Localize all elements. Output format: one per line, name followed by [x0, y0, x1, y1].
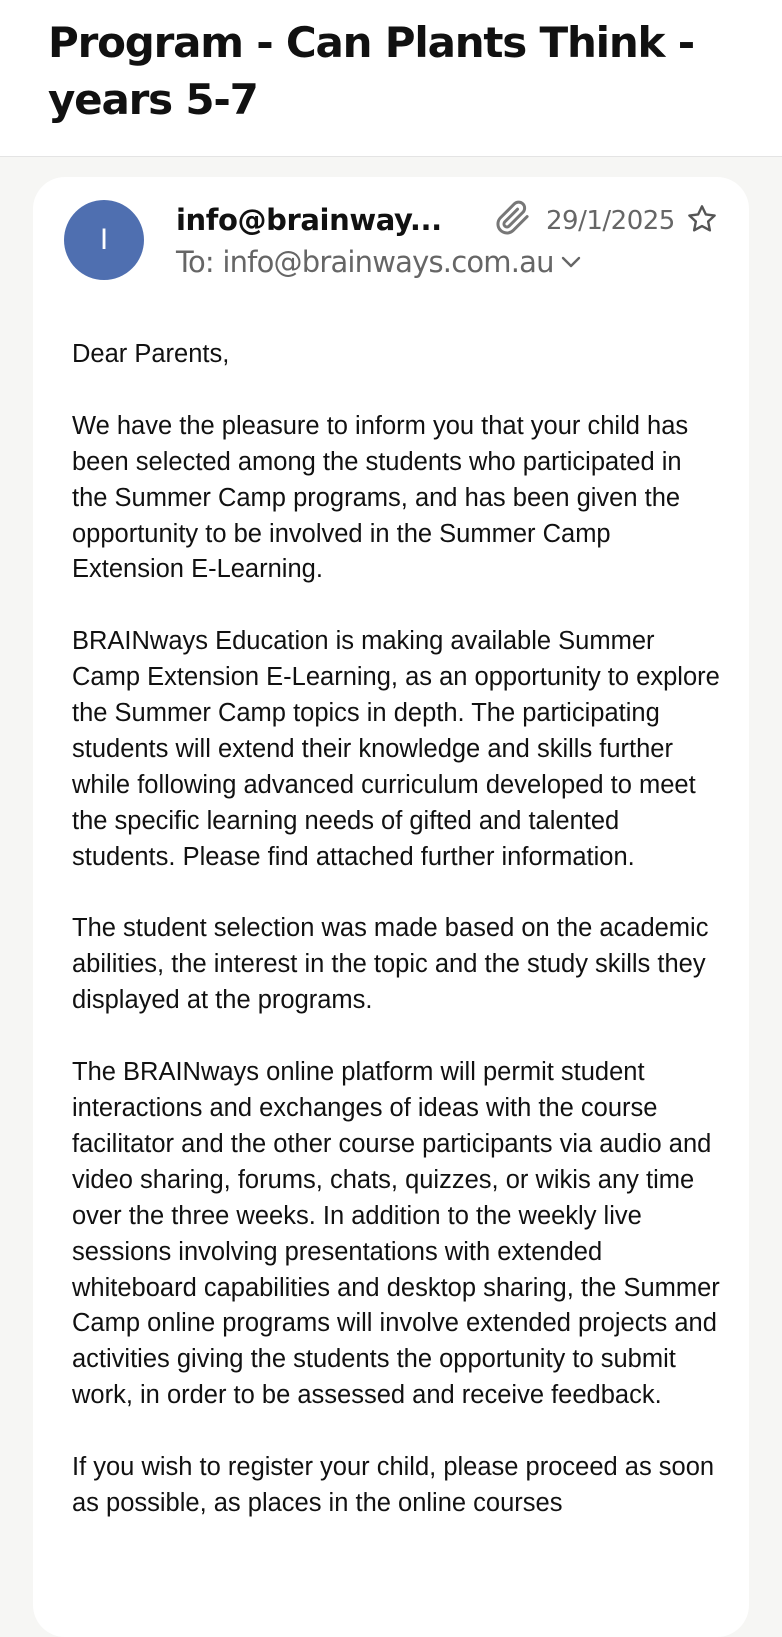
body-paragraph: If you wish to register your child, please proceed as soon as possible, as places in the online courses: [72, 1453, 715, 1517]
sender-name[interactable]: info@brainway...: [176, 203, 442, 237]
greeting: Dear Parents,: [72, 340, 230, 368]
message-date: 29/1/2025: [546, 206, 675, 236]
star-icon[interactable]: [686, 203, 718, 235]
subject-header: [0, 0, 782, 157]
recipient-row[interactable]: [176, 243, 584, 281]
body-paragraph: The BRAINways online platform will permit student interactions and exchanges of ideas with the course facilitator and the other course participants via audio and video sharing, forums, chats, quizzes, or wikis any time over the three weeks. In addition to the weekly live sessions involving presentations with extended whiteboard capabilities and desktop sharing, the Summer Camp online programs will involve extended projects and activities giving the students the opportunity to submit work, in order to be assessed and receive feedback.: [72, 1058, 720, 1410]
body-paragraph: We have the pleasure to inform you that your child has been selected among the students who participated in the Summer Camp programs, and has been given the opportunity to be involved in the Summer Camp Extension E-Learning.: [72, 411, 689, 584]
email-subject: Program - Can Plants Think - years 5-7: [48, 18, 694, 124]
sender-avatar[interactable]: I: [64, 200, 144, 280]
body-paragraph: The student selection was made based on the academic abilities, the interest in the topic and the study skills they displayed at the programs.: [72, 914, 709, 1015]
chevron-down-icon[interactable]: [558, 251, 584, 273]
recipient-text: To: info@brainways.com.au: [176, 245, 554, 279]
body-paragraph: BRAINways Education is making available Summer Camp Extension E-Learning, as an opportunity to explore the Summer Camp topics in depth. The participating students will extend their knowledge and skills further while following advanced curriculum developed to meet the specific learning needs of gifted and talented students. Please find attached further information.: [72, 627, 720, 871]
message-body: [72, 337, 722, 1558]
paperclip-icon: [495, 200, 531, 236]
